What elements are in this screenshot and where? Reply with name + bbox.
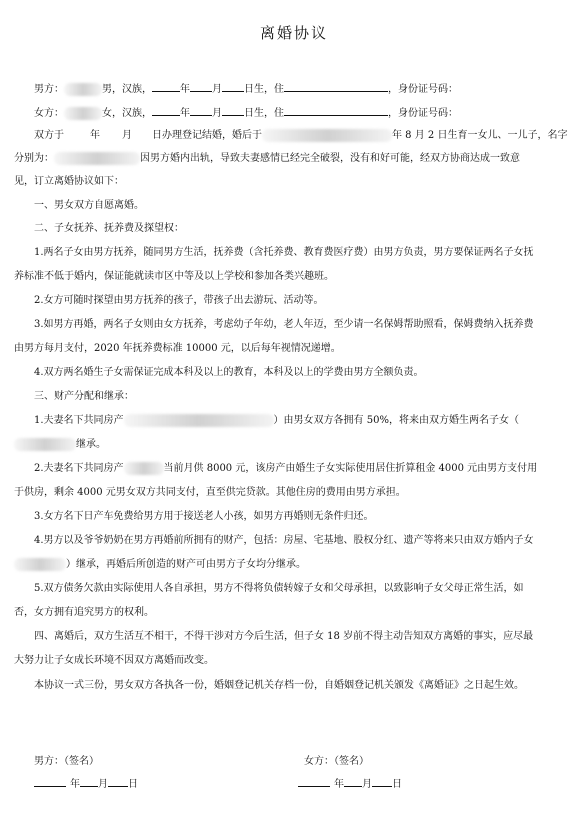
redacted-names (14, 438, 76, 451)
custody-3a: 3.如男方再婚，两名子女则由女方抚养，考虑幼子年幼，老人年迈，至少请一名保姆帮助照看，保姆费纳入抚养费 (34, 319, 534, 330)
custody-1a: 1.两名子女由男方抚养，随同男方生活，抚养费（含托养费、教育费医疗费）由男方负责，男方要保证两名子女抚 (34, 247, 534, 258)
property-1a: 1.夫妻名下共同房产 ）由男女双方各拥有 50%，将来由双方婚生两名子女（ (34, 415, 519, 426)
redacted-children-names (54, 152, 140, 165)
property-1b: 继承。 (14, 438, 106, 452)
property-2b: 于供房，剩余 4000 元男女双方共同支付，直至供完贷款。其他住房的费用由男方承担。 (14, 487, 406, 498)
property-2a: 2.夫妻名下共同房产 当前月供 8000 元，该房产由婚生子女实际使用居住折算租金 4000 元由男方支付用 (34, 463, 538, 474)
redacted-name (64, 83, 102, 96)
property-5a: 5.双方债务欠款由实际使用人各自承担，男方不得将负债转嫁子女和父母承担，以致影响子女父母正常生活，如 (34, 583, 524, 594)
section-4b: 大努力让子女成长环境不因双方离婚而改变。 (14, 655, 214, 666)
intro-line-1: 双方于 年 月 日办理登记结婚，婚后于 年 8 月 2 日生育一女儿、一儿子，名字 (34, 130, 568, 141)
custody-2: 2.女方可随时探望由男方抚养的孩子，带孩子出去游玩、活动等。 (34, 295, 324, 306)
section-4a: 四、离婚后，双方生活互不相干，不得干涉对方今后生活，但子女 18 岁前不得主动告知双方离婚的事实，应尽最 (34, 631, 534, 642)
section-3: 三、财产分配和继承： (34, 391, 134, 402)
custody-1b: 养标准不低于婚内，保证能就读市区中等及以上学校和参加各类兴趣班。 (14, 271, 334, 282)
redacted-date (262, 129, 392, 142)
property-3: 3.女方名下日产车免费给男方用于接送老人小孩，如男方再婚则无条件归还。 (34, 511, 374, 522)
redacted-address (124, 414, 274, 427)
intro-line-2: 分别为： 因男方婚内出轨，导致夫妻感情已经完全破裂，没有和好可能，经双方协商达成一致意 (14, 153, 520, 164)
property-4a: 4.男方以及爷爷奶奶在男方再婚前所拥有的财产，包括：房屋、宅基地、股权分红、遗产等将来只由双方婚内子女 (34, 535, 534, 546)
female-signature-label: 女方：（签名） (304, 756, 369, 767)
property-5b: 否，女方拥有追究男方的权利。 (14, 607, 154, 618)
closing-clause: 本协议一式三份，男女双方各执各一份，婚姻登记机关存档一份，自婚姻登记机关颁发《离婚证》之日起生效。 (34, 680, 524, 691)
intro-line-3: 见，订立离婚协议如下： (14, 176, 124, 187)
male-party-line: 男方： 男，汉族， 年 月 日生，住 ，身份证号码： (34, 80, 458, 97)
male-signature-label: 男方：（签名） (34, 756, 99, 767)
custody-4: 4.双方两名婚生子女需保证完成本科及以上的教育，本科及以上的学费由男方全额负责。 (34, 367, 424, 378)
redacted-names (14, 558, 66, 571)
female-party-line: 女方： 女，汉族， 年 月 日生，住 ，身份证号码： (34, 104, 458, 121)
property-4b: ）继承，再婚后所创造的财产可由男方子女均分继承。 (14, 558, 306, 572)
custody-3b: 由男方每月支付，2020 年抚养费标准 10000 元，以后每年视情况递增。 (14, 343, 341, 354)
redacted-address (124, 462, 164, 475)
section-2: 二、子女抚养、抚养费及探望权： (34, 223, 184, 234)
redacted-name (64, 107, 102, 120)
section-1: 一、男女双方自愿离婚。 (34, 200, 144, 211)
male-signature-date: 年 月 日 (34, 775, 138, 790)
female-signature-date: 年 月 日 (298, 775, 402, 790)
page-title: 离婚协议 (259, 24, 328, 42)
